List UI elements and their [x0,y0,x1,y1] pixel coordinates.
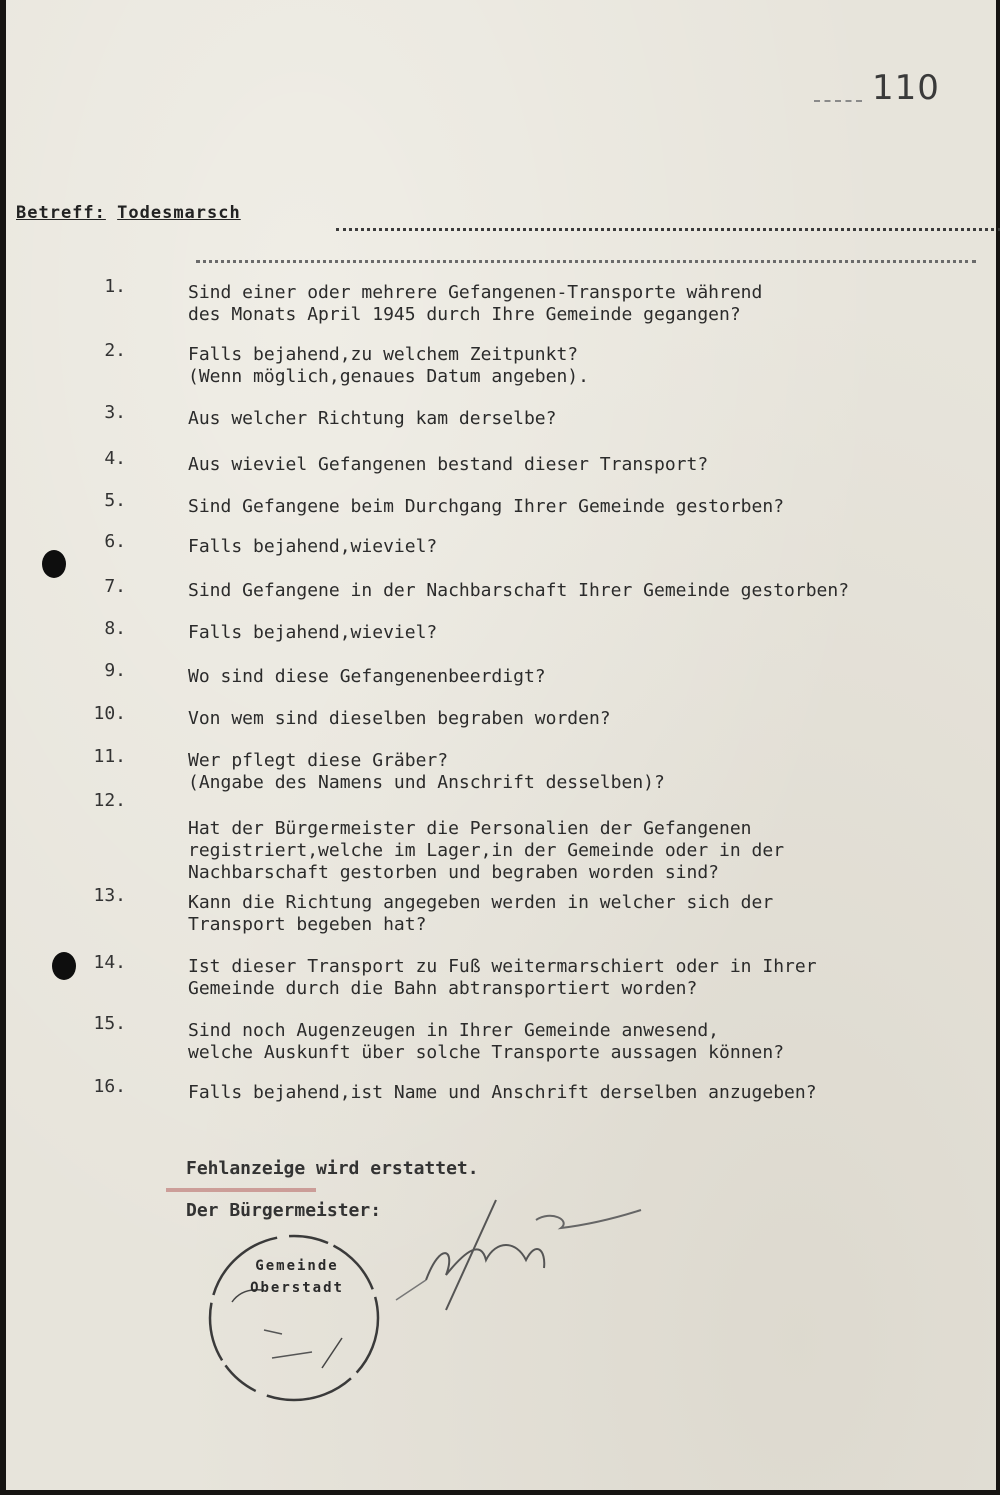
question-text: Sind noch Augenzeugen in Ihrer Gemeinde anwesend, welche Auskunft über solche Transporte aussagen können? [188,1020,785,1063]
question-number: 15. [93,1013,126,1034]
subject-line [16,203,241,223]
subject-value: Todesmarsch [117,203,241,223]
question-text: Falls bejahend,zu welchem Zeitpunkt? (Wenn möglich,genaues Datum angeben). [188,344,589,387]
stamp-circle-icon [202,1218,392,1408]
punch-hole [52,952,76,980]
subject-label: Betreff: [16,203,106,223]
question-text: Wo sind diese Gefangenenbeerdigt? [188,666,546,687]
question-text: Hat der Bürgermeister die Personalien der Gefangenen registriert,welche im Lager,in der Gemeinde oder in der Nachbarschaft gestorben und begraben worden sind? [188,818,785,883]
question-number: 3. [104,402,126,423]
question-number: 4. [104,448,126,469]
question-text: Aus welcher Richtung kam derselbe? [188,408,557,429]
question-number: 12. [93,790,126,811]
question-number: 9. [104,660,126,681]
question-text: Kann die Richtung angegeben werden in welcher sich der Transport begeben hat? [188,892,774,935]
question-text: Falls bejahend,ist Name und Anschrift derselben anzugeben? [188,1082,817,1103]
question-text: Ist dieser Transport zu Fuß weitermarschiert oder in Ihrer Gemeinde durch die Bahn abtransportiert worden? [188,956,817,999]
page-number-dash [814,100,862,102]
question-number: 10. [93,703,126,724]
red-pencil-mark [166,1188,316,1192]
question-text: Sind einer oder mehrere Gefangenen-Transporte während des Monats April 1945 durch Ihre Gemeinde gegangen? [188,282,763,325]
question-number: 11. [93,746,126,767]
question-text: Aus wieviel Gefangenen bestand dieser Transport? [188,454,709,475]
question-text: Von wem sind dieselben begraben worden? [188,708,611,729]
question-text: Sind Gefangene beim Durchgang Ihrer Gemeinde gestorben? [188,496,785,517]
question-number: 13. [93,885,126,906]
document-page [6,0,996,1490]
question-text: Wer pflegt diese Gräber? (Angabe des Namens und Anschrift desselben)? [188,750,665,793]
handwritten-signature-icon [386,1180,646,1330]
stamp-line-2: Oberstadt [250,1280,344,1296]
question-number: 2. [104,340,126,361]
question-number: 1. [104,276,126,297]
question-number: 5. [104,490,126,511]
stamp-line-1: Gemeinde [255,1258,339,1274]
page-number: 110 [872,68,940,108]
closing-statement: Fehlanzeige wird erstattet. [186,1158,479,1179]
subject-dotted-rule [336,228,1000,231]
question-number: 14. [93,952,126,973]
question-text: Falls bejahend,wieviel? [188,536,438,557]
question-number: 16. [93,1076,126,1097]
question-number: 6. [104,531,126,552]
question-text: Sind Gefangene in der Nachbarschaft Ihrer Gemeinde gestorben? [188,580,850,601]
signatory-label: Der Bürgermeister: [186,1200,382,1221]
punch-hole [42,550,66,578]
question-number: 8. [104,618,126,639]
dotted-rule [196,260,976,263]
municipal-stamp [202,1218,392,1408]
question-number: 7. [104,576,126,597]
question-text: Falls bejahend,wieviel? [188,622,438,643]
